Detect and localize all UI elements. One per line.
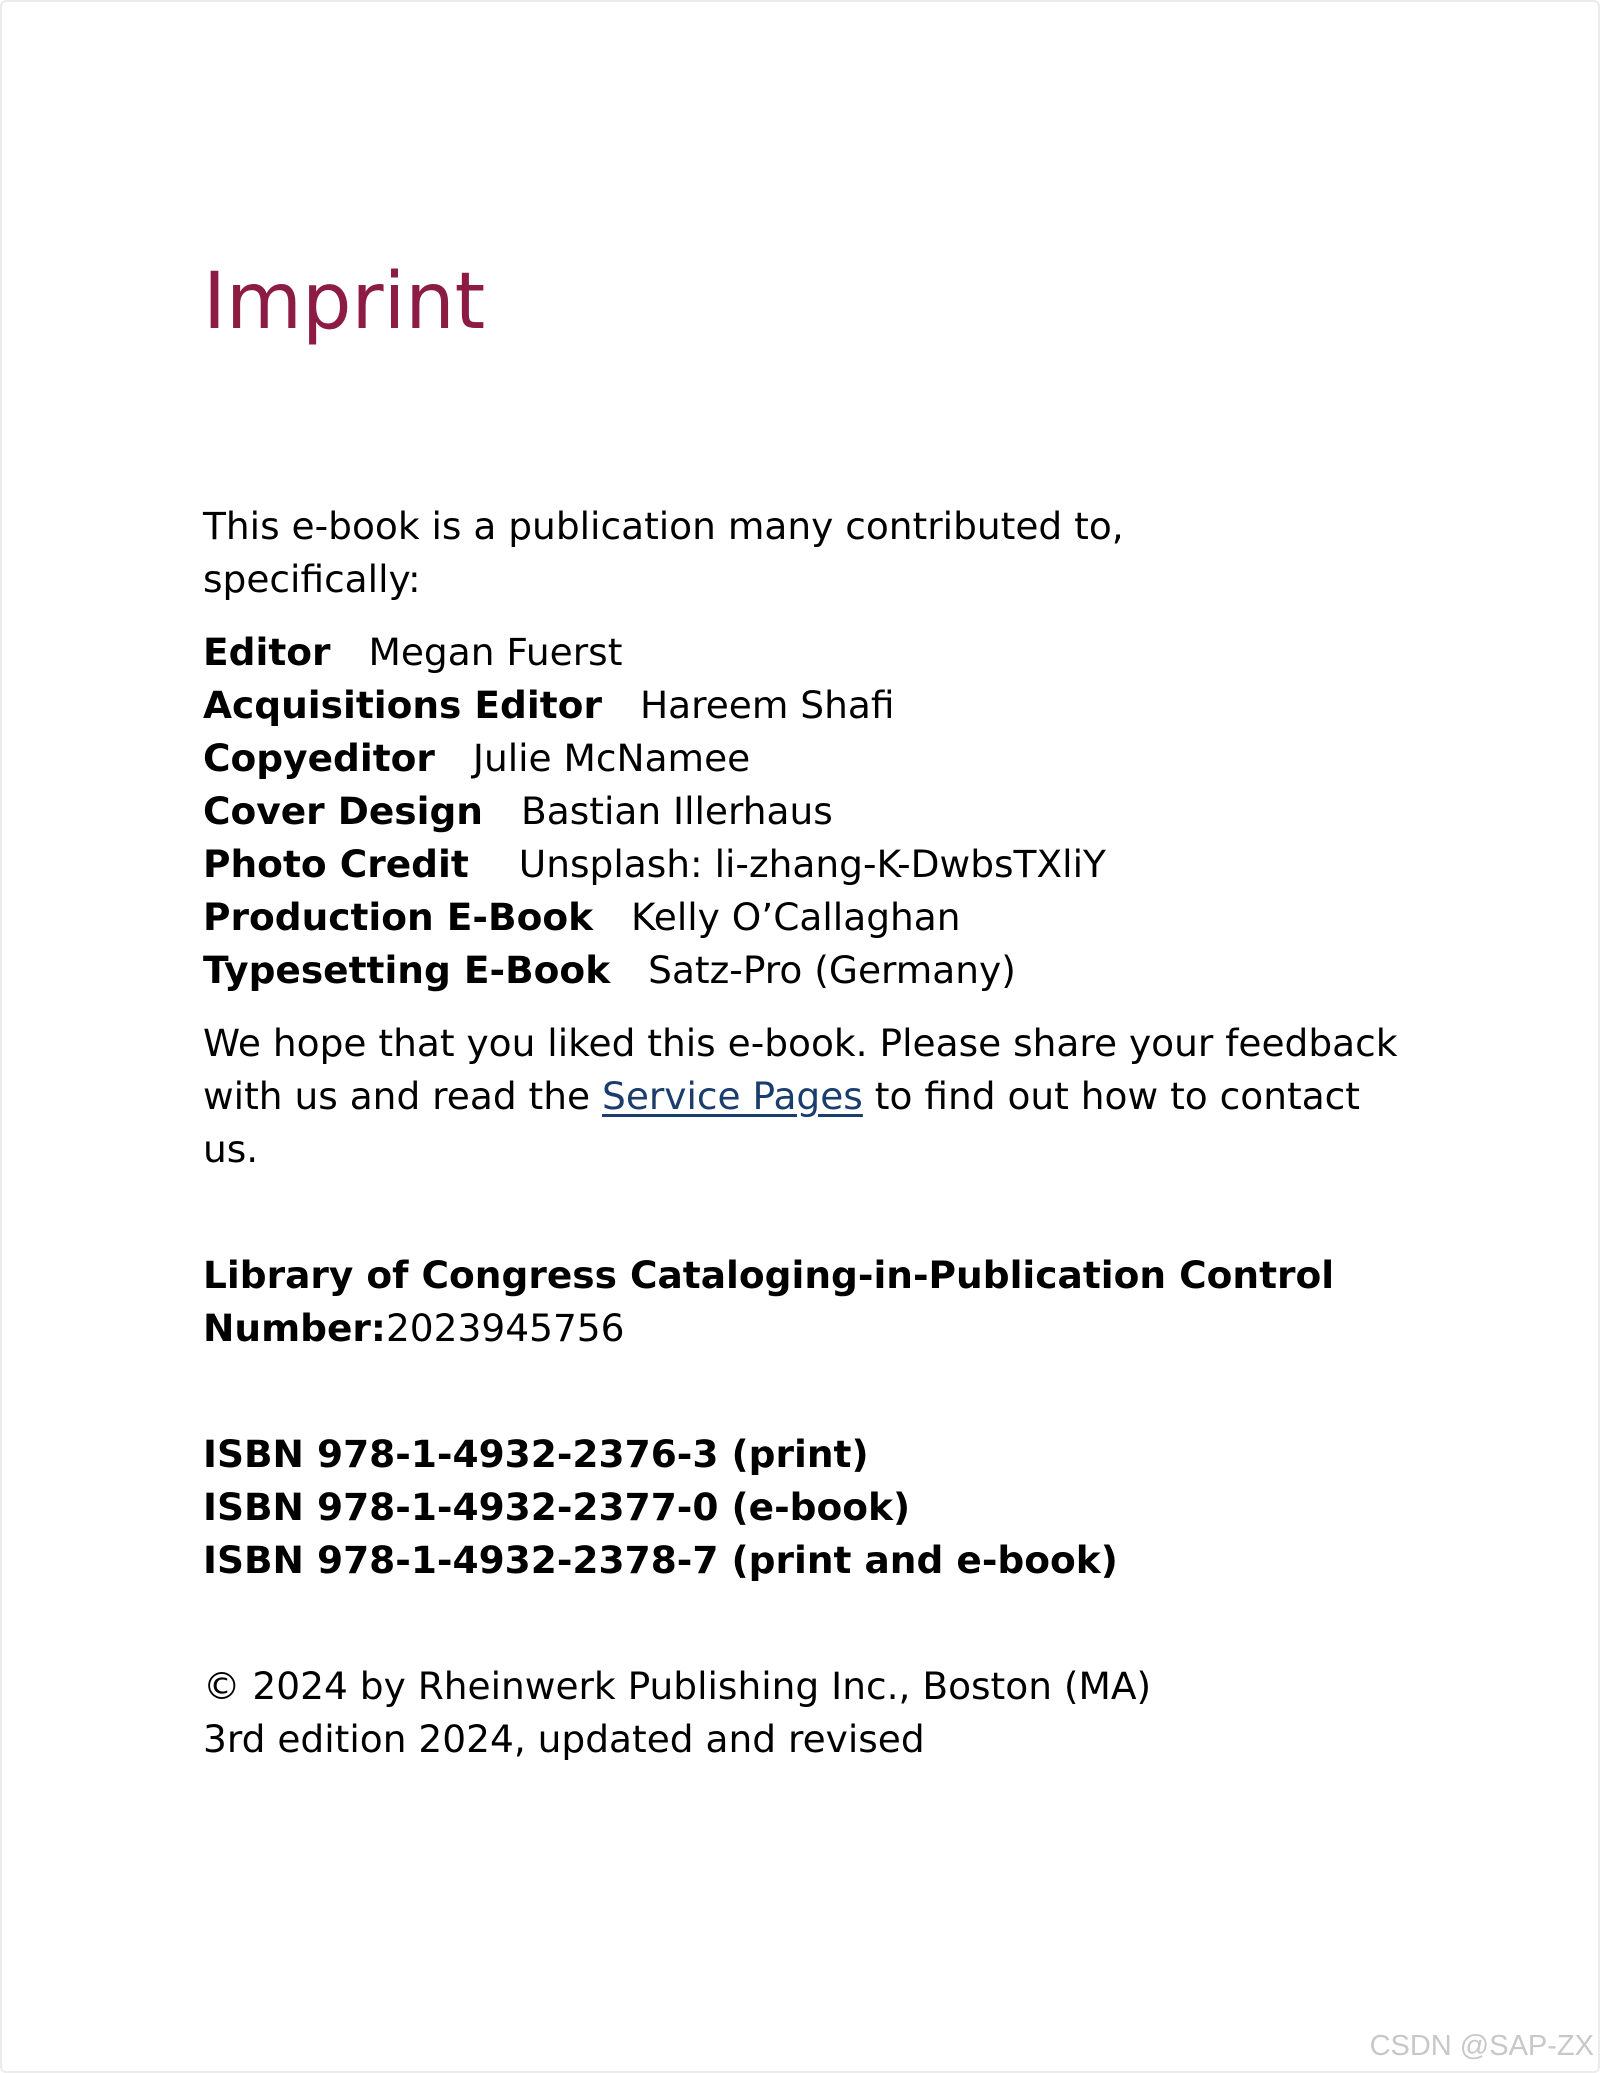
credit-label: Cover Design [203,789,483,833]
isbn-list [203,1428,1423,1587]
credit-row-photo-credit [203,838,1423,891]
page-title: Imprint [203,257,486,347]
credit-value: Megan Fuerst [368,630,623,674]
credit-label: Editor [203,630,331,674]
credit-row-acquisitions-editor [203,679,1423,732]
credit-value: Kelly O’Callaghan [631,895,961,939]
edition-line: 3rd edition 2024, updated and revised [203,1717,925,1761]
credit-label: Photo Credit [203,842,469,886]
credit-label: Copyeditor [203,736,435,780]
copyright-line: © 2024 by Rheinwerk Publishing Inc., Boston (MA) [203,1664,1152,1708]
credits-list [203,626,1423,997]
credit-row-typesetting-ebook [203,944,1423,997]
copyright-block [203,1660,1423,1766]
feedback-text-after: to find out how to contact us. [203,1074,1360,1171]
isbn-print-and-ebook: ISBN 978-1-4932-2378-7 (print and e-book) [203,1538,1118,1582]
credit-value: Satz-Pro (Germany) [648,948,1016,992]
service-pages-link[interactable]: Service Pages [602,1074,863,1118]
credit-value: Unsplash: li-zhang-K-DwbsTXliY [518,842,1106,886]
credit-row-cover-design [203,785,1423,838]
feedback-text-before: We hope that you liked this e-book. Please share your feedback with us and read the [203,1021,1398,1118]
credit-row-editor [203,626,1423,679]
watermark-text: CSDN @SAP-ZX [1369,2030,1594,2062]
imprint-content [203,252,1423,1766]
credit-value: Bastian Illerhaus [521,789,833,833]
credit-label: Production E-Book [203,895,594,939]
loc-value: 2023945756 [385,1306,625,1350]
credit-value: Hareem Shafi [639,683,895,727]
loc-label: Library of Congress Cataloging-in-Publication Control Number: [203,1253,1335,1350]
credit-row-copyeditor [203,732,1423,785]
credit-value: Julie McNamee [472,736,751,780]
feedback-text [203,1017,1423,1176]
credit-row-production-ebook [203,891,1423,944]
isbn-ebook: ISBN 978-1-4932-2377-0 (e-book) [203,1485,911,1529]
credit-label: Acquisitions Editor [203,683,602,727]
loc-control-number [203,1249,1423,1355]
isbn-print: ISBN 978-1-4932-2376-3 (print) [203,1432,869,1476]
intro-text: This e-book is a publication many contributed to, specifically: [203,504,1124,601]
credit-label: Typesetting E-Book [203,948,611,992]
